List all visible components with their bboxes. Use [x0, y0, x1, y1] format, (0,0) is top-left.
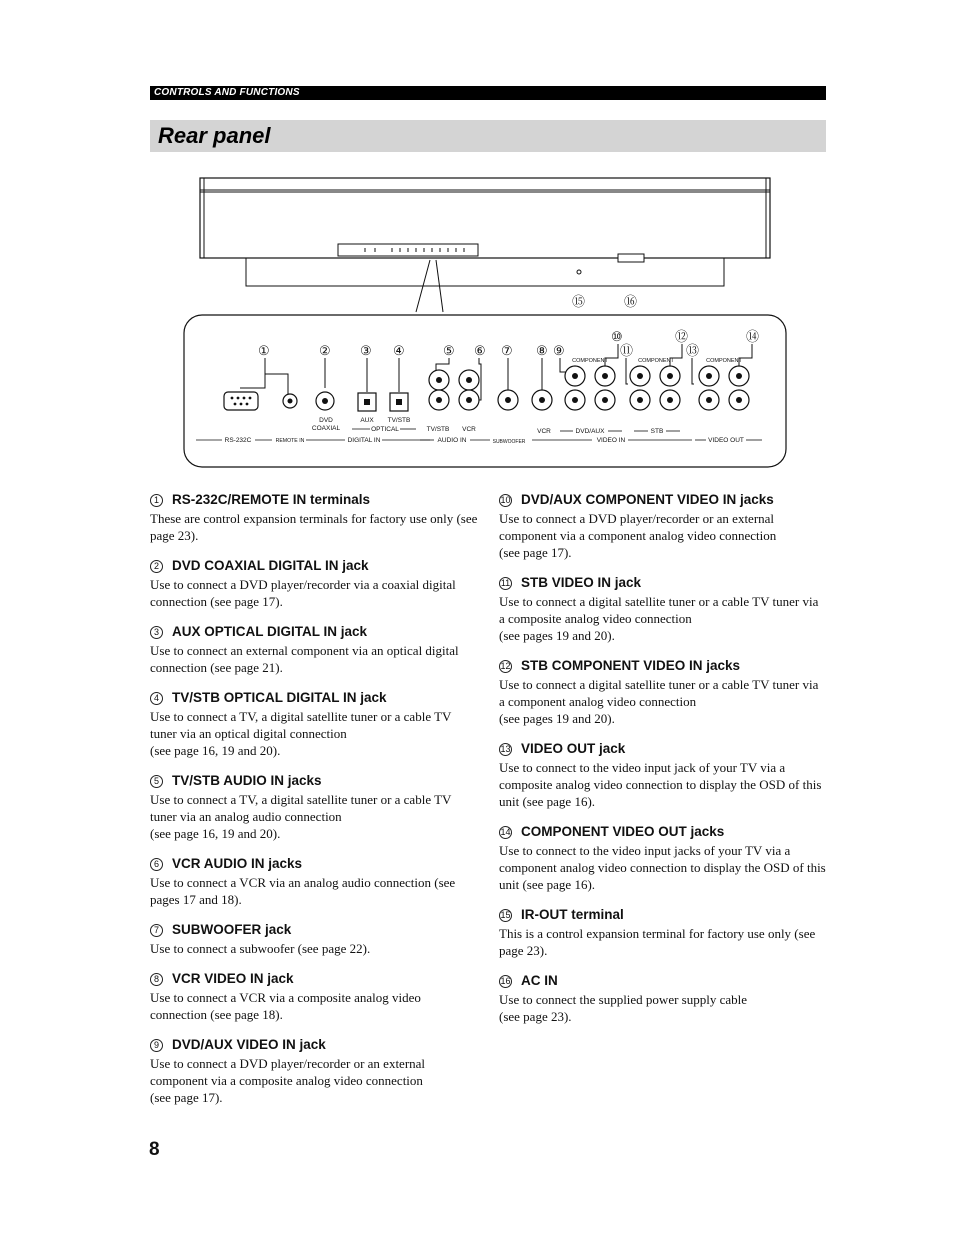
label-stb: STB	[650, 428, 664, 435]
item-number-icon: 3	[150, 626, 163, 639]
callout-4: ④	[393, 343, 405, 358]
callout-3: ③	[360, 343, 372, 358]
callout-12: ⑫	[675, 329, 689, 344]
page-number: 8	[149, 1139, 160, 1160]
right-column	[499, 490, 827, 1037]
callout-13: ⑬	[686, 343, 700, 358]
page-title: Rear panel	[158, 123, 271, 148]
callout-16: ⑯	[624, 294, 638, 309]
item-title: RS-232C/REMOTE IN terminals	[172, 492, 371, 507]
callout-6: ⑥	[474, 343, 486, 358]
item-text: Use to connect a TV, a digital satellite tuner or a cable TV tuner via an analog audio connection (see page 16, 19 and 20).	[150, 792, 452, 841]
label-rs232c: RS-232C	[224, 437, 252, 444]
callout-9: ⑨	[553, 343, 565, 358]
item-title: DVD COAXIAL DIGITAL IN jack	[172, 558, 369, 573]
item-number-icon: 13	[500, 744, 511, 754]
list-item	[150, 490, 478, 544]
item-text: This is a control expansion terminal for factory use only (see page 23).	[499, 926, 816, 958]
item-title: VCR VIDEO IN jack	[172, 971, 294, 986]
callout-7: ⑦	[501, 343, 513, 358]
list-item	[150, 969, 478, 1023]
item-title: IR-OUT terminal	[521, 907, 624, 922]
label-component-dvdaux: COMPONENT	[572, 358, 608, 364]
item-text: Use to connect an external component via an optical digital connection (see page 21).	[150, 643, 459, 675]
section-header-bar	[150, 86, 826, 100]
item-title: STB COMPONENT VIDEO IN jacks	[521, 658, 741, 673]
list-item	[499, 905, 827, 959]
label-audio-in: AUDIO IN	[437, 437, 467, 444]
item-number-icon: 9	[150, 1039, 163, 1052]
list-item	[150, 854, 478, 908]
list-item	[150, 1035, 478, 1106]
callout-5: ⑤	[443, 343, 455, 358]
callout-15: ⑮	[572, 294, 586, 309]
item-number-icon: 1	[150, 494, 163, 507]
item-number-icon: 4	[150, 692, 163, 705]
item-text: Use to connect a TV, a digital satellite tuner or a cable TV tuner via an optical digital connection (see page 16, 19 and 20).	[150, 709, 452, 758]
callout-2: ②	[319, 343, 331, 358]
item-text: Use to connect a DVD player/recorder via a coaxial digital connection (see page 17).	[150, 577, 456, 609]
item-number-icon: 8	[150, 973, 163, 986]
label-component-stb: COMPONENT	[638, 358, 674, 364]
list-item	[499, 490, 827, 561]
callout-11: ⑪	[620, 343, 634, 358]
zoom-panel	[184, 315, 786, 467]
list-item	[150, 556, 478, 610]
item-number-icon: 14	[500, 827, 511, 837]
item-title: SUBWOOFER jack	[172, 922, 292, 937]
item-number-icon: 5	[150, 775, 163, 788]
title-bar	[150, 120, 826, 152]
item-text: Use to connect the supplied power supply cable (see page 23).	[499, 992, 748, 1024]
label-aux: AUX	[360, 417, 374, 424]
list-item	[499, 656, 827, 727]
list-item	[499, 822, 827, 893]
item-text: Use to connect to the video input jack of your TV via a composite analog video connection to display the OSD of this unit (see page 16).	[499, 760, 822, 809]
item-title: TV/STB OPTICAL DIGITAL IN jack	[172, 690, 387, 705]
item-title: COMPONENT VIDEO OUT jacks	[521, 824, 725, 839]
item-text: Use to connect a digital satellite tuner or a cable TV tuner via a composite analog video connection (see pages 19 and 20).	[499, 594, 819, 643]
ir-out-terminal-icon	[577, 270, 581, 274]
item-number-icon: 15	[500, 910, 511, 920]
item-number-icon: 2	[150, 560, 163, 573]
label-coaxial: COAXIAL	[311, 425, 341, 432]
label-remote-in: REMOTE IN	[275, 438, 305, 444]
callout-8: ⑧	[536, 343, 548, 358]
section-header-text: CONTROLS AND FUNCTIONS	[154, 87, 300, 98]
item-title: VCR AUDIO IN jacks	[172, 856, 303, 871]
item-title: VIDEO OUT jack	[521, 741, 626, 756]
item-text: Use to connect a DVD player/recorder or an external component via a composite analog video connection (see page 17).	[150, 1056, 426, 1105]
list-item	[499, 971, 827, 1025]
item-number-icon: 16	[500, 976, 511, 986]
label-video-in: VIDEO IN	[596, 437, 626, 444]
item-title: DVD/AUX VIDEO IN jack	[172, 1037, 326, 1052]
list-item	[150, 771, 478, 842]
unit-outline	[200, 178, 770, 312]
list-item	[499, 573, 827, 644]
item-title: TV/STB AUDIO IN jacks	[172, 773, 322, 788]
rear-panel-diagram	[180, 174, 800, 474]
item-text: Use to connect a DVD player/recorder or an external component via a component analog video connection (see page 17).	[499, 511, 777, 560]
label-digital-in: DIGITAL IN	[347, 437, 381, 444]
label-video-out: VIDEO OUT	[708, 437, 744, 444]
item-text: Use to connect to the video input jacks of your TV via a component analog video connection to display the OSD of this unit (see page 16).	[499, 843, 826, 892]
callout-1: ①	[258, 343, 270, 358]
list-item	[150, 688, 478, 759]
item-title: DVD/AUX COMPONENT VIDEO IN jacks	[521, 492, 774, 507]
item-number-icon: 12	[500, 661, 511, 671]
label-dvd: DVD	[319, 417, 333, 424]
item-number-icon: 11	[500, 578, 511, 588]
callout-14: ⑭	[746, 329, 760, 344]
label-optical: OPTICAL	[371, 426, 399, 433]
label-vcr-video: VCR	[537, 428, 551, 435]
item-number-icon: 7	[150, 924, 163, 937]
item-text: Use to connect a VCR via an analog audio connection (see pages 17 and 18).	[150, 875, 456, 907]
item-title: STB VIDEO IN jack	[521, 575, 642, 590]
label-audio-vcr: VCR	[462, 426, 476, 433]
item-text: Use to connect a digital satellite tuner or a cable TV tuner via a component analog video connection (see pages 19 and 20).	[499, 677, 819, 726]
label-tvstb-optical: TV/STB	[387, 417, 411, 424]
list-item	[150, 622, 478, 676]
label-component-out: COMPONENT	[706, 358, 742, 364]
left-column	[150, 490, 478, 1118]
list-item	[499, 739, 827, 810]
item-number-icon: 10	[500, 495, 511, 505]
item-title: AC IN	[521, 973, 558, 988]
rs232c-port-icon	[224, 392, 258, 410]
item-text: Use to connect a subwoofer (see page 22).	[150, 941, 371, 956]
item-text: These are control expansion terminals for factory use only (see page 23).	[150, 511, 478, 543]
label-dvd-aux: DVD/AUX	[575, 428, 605, 435]
label-subwoofer: SUBWOOFER	[492, 439, 526, 445]
item-text: Use to connect a VCR via a composite analog video connection (see page 18).	[150, 990, 421, 1022]
callout-10: ⑩	[611, 329, 623, 344]
item-title: AUX OPTICAL DIGITAL IN jack	[172, 624, 368, 639]
list-item	[150, 920, 478, 957]
item-number-icon: 6	[150, 858, 163, 871]
label-audio-tvstb: TV/STB	[426, 426, 450, 433]
